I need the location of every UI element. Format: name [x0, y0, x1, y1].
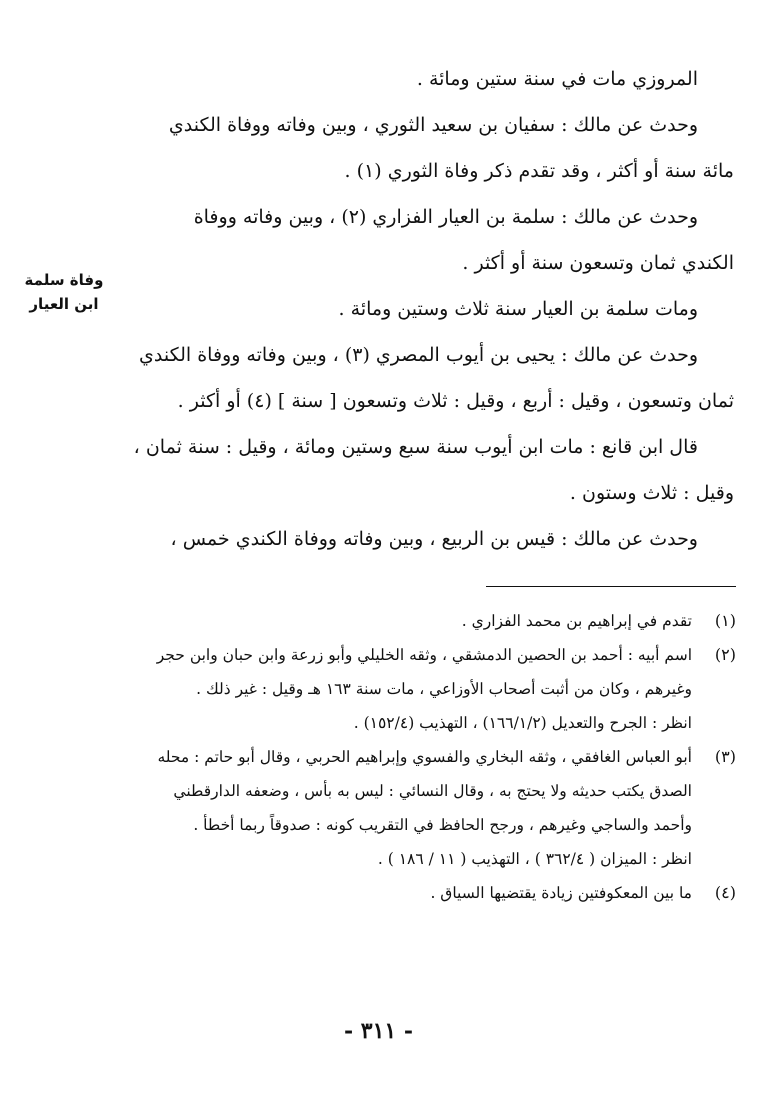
- footnote-line: انظر : الميزان ( ٣٦٢/٤ ) ، التهذيب ( ١١ / ١٨٦ ) .: [377, 850, 692, 868]
- footnote-line: أبو العباس الغافقي ، وثقه البخاري والفسوي وإبراهيم الحربي ، وقال أبو حاتم : محله: [157, 748, 692, 766]
- footnote: [118, 638, 736, 740]
- footnote-divider: [486, 586, 736, 587]
- footnote-line: ما بين المعكوفتين زيادة يقتضيها السياق .: [430, 884, 692, 902]
- margin-note: [14, 268, 114, 316]
- text-line: وحدث عن مالك : سفيان بن سعيد الثوري ، وبين وفاته ووفاة الكندي: [168, 114, 698, 136]
- text-line: وحدث عن مالك : سلمة بن العيار الفزاري (٢) ، وبين وفاته ووفاة: [193, 206, 698, 228]
- footnote: [118, 876, 736, 910]
- footnote-number: (٤): [714, 883, 736, 902]
- footnote-number: (٢): [714, 645, 736, 664]
- footnote-number: (٣): [714, 747, 736, 766]
- footnote-line: اسم أبيه : أحمد بن الحصين الدمشقي ، وثقه الخليلي وأبو زرعة وابن حبان وابن حجر: [156, 646, 692, 664]
- text-line: ثمان وتسعون ، وقيل : أربع ، وقيل : ثلاث وتسعون [ سنة ] (٤) أو أكثر .: [177, 390, 734, 412]
- footnote-line: وأحمد والساجي وغيرهم ، ورجح الحافظ في التقريب كونه : صدوقاً ربما أخطأ .: [193, 816, 692, 834]
- text-line: مائة سنة أو أكثر ، وقد تقدم ذكر وفاة الثوري (١) .: [344, 160, 734, 182]
- text-line: وحدث عن مالك : يحيى بن أيوب المصري (٣) ، وبين وفاته ووفاة الكندي: [139, 344, 698, 366]
- footnotes: [118, 604, 736, 910]
- footnote-line: وغيرهم ، وكان من أثبت أصحاب الأوزاعي ، مات سنة ١٦٣ هـ وقيل : غير ذلك .: [196, 680, 692, 698]
- footnote-line: انظر : الجرح والتعديل (١٦٦/١/٢) ، التهذيب (١٥٢/٤) .: [353, 714, 692, 732]
- text-line: المروزي مات في سنة ستين ومائة .: [416, 68, 698, 90]
- footnote-line: تقدم في إبراهيم بن محمد الفزاري .: [461, 612, 692, 630]
- margin-note-line: وفاة سلمة: [24, 271, 104, 289]
- footnote: [118, 604, 736, 638]
- footnote: [118, 740, 736, 876]
- page-number: - ٣١١ -: [343, 1018, 414, 1044]
- text-line: ومات سلمة بن العيار سنة ثلاث وستين ومائة .: [338, 298, 698, 320]
- text-line: وحدث عن مالك : قيس بن الربيع ، وبين وفاته ووفاة الكندي خمس ،: [170, 528, 698, 550]
- footnote-line: الصدق يكتب حديثه ولا يحتج به ، وقال النسائي : ليس به بأس ، وضعفه الدارقطني: [173, 782, 692, 800]
- margin-note-line: ابن العيار: [29, 295, 99, 313]
- text-line: قال ابن قانع : مات ابن أيوب سنة سبع وستين ومائة ، وقيل : سنة ثمان ،: [133, 436, 698, 458]
- text-line: وقيل : ثلاث وستون .: [569, 482, 734, 504]
- text-line: الكندي ثمان وتسعون سنة أو أكثر .: [462, 252, 734, 274]
- main-text: [118, 56, 734, 562]
- footnote-number: (١): [714, 611, 736, 630]
